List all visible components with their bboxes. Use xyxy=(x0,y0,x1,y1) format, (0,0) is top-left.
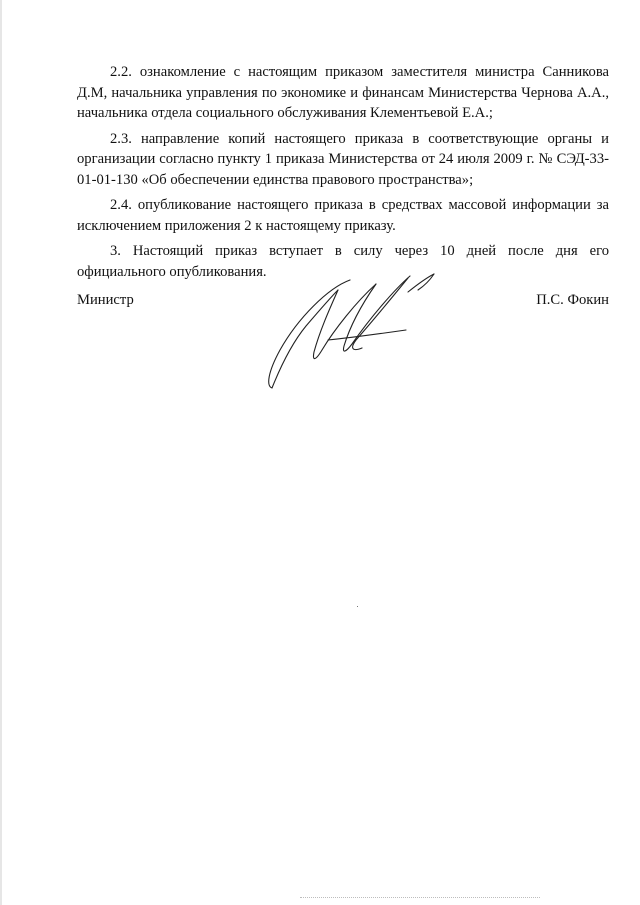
paragraph-2-4: 2.4. опубликование настоящего приказа в средствах массовой информации за исключением приложения 2 к настоящему приказу. xyxy=(77,197,609,234)
scan-speck xyxy=(357,606,358,607)
document-body xyxy=(77,62,609,287)
paragraph-2-3: 2.3. направление копий настоящего приказа в соответствующие органы и организации согласно пункту 1 приказа Министерства от 24 июля 2009 г. № СЭД-33-01-01-130 «Об обеспечении единства правового пространства»; xyxy=(77,130,609,188)
handwritten-signature xyxy=(258,268,448,398)
paragraph-3: 3. Настоящий приказ вступает в силу через 10 дней после дня его официального опубликования. xyxy=(77,243,609,280)
paragraph-2-2: 2.2. ознакомление с настоящим приказом заместителя министра Санникова Д.М, начальника управления по экономике и финансам Министерства Чернова А.А., начальника отдела социального обслуживания Клементьевой Е.А.; xyxy=(77,64,609,121)
signer-position: Министр xyxy=(77,292,134,308)
signer-name: П.С. Фокин xyxy=(536,292,609,308)
scan-bottom-marks xyxy=(300,897,540,899)
scan-edge xyxy=(0,0,2,905)
